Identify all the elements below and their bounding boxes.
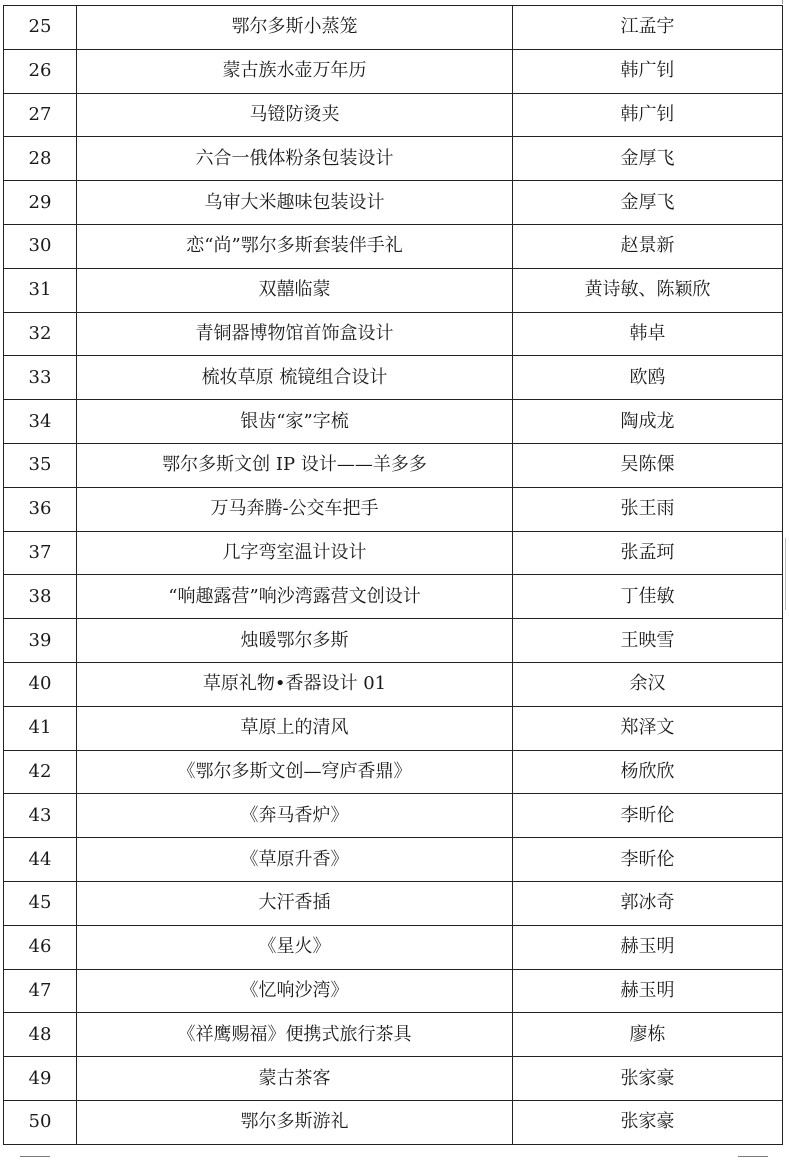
table-row (4, 487, 783, 531)
table-row (4, 706, 783, 750)
work-title: 《草原升香》 (77, 838, 513, 882)
table-row (4, 531, 783, 575)
page-corner-mark (738, 1156, 768, 1157)
author-name: 赫玉明 (513, 969, 783, 1013)
work-title: 《奔马香炉》 (77, 794, 513, 838)
row-number: 49 (4, 1057, 77, 1101)
row-number: 37 (4, 531, 77, 575)
table-row (4, 93, 783, 137)
author-name: 黄诗敏、陈颖欣 (513, 268, 783, 312)
row-number: 41 (4, 706, 77, 750)
author-name: 张家豪 (513, 1100, 783, 1144)
author-name: 李昕伦 (513, 838, 783, 882)
author-name: 韩广钊 (513, 93, 783, 137)
row-number: 46 (4, 925, 77, 969)
table-row (4, 6, 783, 50)
table-row (4, 1100, 783, 1144)
work-title: 马镫防烫夹 (77, 93, 513, 137)
table-row (4, 181, 783, 225)
row-number: 33 (4, 356, 77, 400)
author-name: 余汉 (513, 662, 783, 706)
author-name: 韩卓 (513, 312, 783, 356)
table-row (4, 224, 783, 268)
row-number: 45 (4, 881, 77, 925)
table-row (4, 619, 783, 663)
row-number: 48 (4, 1013, 77, 1057)
work-title: 鄂尔多斯文创 IP 设计——羊多多 (77, 443, 513, 487)
work-title: 银齿“家”字梳 (77, 400, 513, 444)
page-corner-mark (20, 1156, 50, 1157)
work-title: 梳妆草原 梳镜组合设计 (77, 356, 513, 400)
author-name: 王映雪 (513, 619, 783, 663)
row-number: 25 (4, 6, 77, 50)
row-number: 29 (4, 181, 77, 225)
page-edge-mark (736, 0, 783, 4)
row-number: 43 (4, 794, 77, 838)
author-name: 郑泽文 (513, 706, 783, 750)
work-title: 蒙古族水壶万年历 (77, 49, 513, 93)
work-title: 大汗香插 (77, 881, 513, 925)
work-title: 双囍临蒙 (77, 268, 513, 312)
table-row (4, 356, 783, 400)
row-number: 35 (4, 443, 77, 487)
table-row (4, 1013, 783, 1057)
author-name: 金厚飞 (513, 137, 783, 181)
work-title: 六合一俄体粉条包装设计 (77, 137, 513, 181)
work-title: 草原上的清风 (77, 706, 513, 750)
author-name: 廖栋 (513, 1013, 783, 1057)
author-name: 韩广钊 (513, 49, 783, 93)
table-row (4, 268, 783, 312)
row-number: 36 (4, 487, 77, 531)
work-title: 草原礼物•香器设计 01 (77, 662, 513, 706)
row-number: 32 (4, 312, 77, 356)
table-row (4, 925, 783, 969)
row-number: 30 (4, 224, 77, 268)
table-row (4, 1057, 783, 1101)
work-title: 《祥鹰赐福》便携式旅行茶具 (77, 1013, 513, 1057)
work-title: 鄂尔多斯游礼 (77, 1100, 513, 1144)
work-title: 恋“尚”鄂尔多斯套装伴手礼 (77, 224, 513, 268)
row-number: 47 (4, 969, 77, 1013)
table-row (4, 794, 783, 838)
table-row (4, 881, 783, 925)
row-number: 39 (4, 619, 77, 663)
table-row (4, 575, 783, 619)
table-row (4, 400, 783, 444)
author-name: 陶成龙 (513, 400, 783, 444)
author-name: 李昕伦 (513, 794, 783, 838)
works-table-body (4, 6, 783, 1145)
table-row (4, 838, 783, 882)
works-table (3, 5, 783, 1145)
work-title: 烛暖鄂尔多斯 (77, 619, 513, 663)
work-title: 《星火》 (77, 925, 513, 969)
table-row (4, 969, 783, 1013)
row-number: 44 (4, 838, 77, 882)
row-number: 40 (4, 662, 77, 706)
author-name: 赵景新 (513, 224, 783, 268)
author-name: 张王雨 (513, 487, 783, 531)
work-title: “响趣露营”响沙湾露营文创设计 (77, 575, 513, 619)
table-row (4, 443, 783, 487)
row-number: 31 (4, 268, 77, 312)
work-title: 青铜器博物馆首饰盒设计 (77, 312, 513, 356)
author-name: 杨欣欣 (513, 750, 783, 794)
author-name: 吴陈傈 (513, 443, 783, 487)
work-title: 蒙古茶客 (77, 1057, 513, 1101)
work-title: 万马奔腾-公交车把手 (77, 487, 513, 531)
author-name: 张孟珂 (513, 531, 783, 575)
row-number: 27 (4, 93, 77, 137)
author-name: 张家豪 (513, 1057, 783, 1101)
author-name: 金厚飞 (513, 181, 783, 225)
row-number: 42 (4, 750, 77, 794)
author-name: 欧鸥 (513, 356, 783, 400)
work-title: 《鄂尔多斯文创—穹庐香鼎》 (77, 750, 513, 794)
table-row (4, 662, 783, 706)
author-name: 赫玉明 (513, 925, 783, 969)
row-number: 34 (4, 400, 77, 444)
row-number: 50 (4, 1100, 77, 1144)
table-row (4, 137, 783, 181)
row-number: 26 (4, 49, 77, 93)
page-edge-mark (785, 538, 789, 610)
author-name: 丁佳敏 (513, 575, 783, 619)
row-number: 38 (4, 575, 77, 619)
work-title: 乌审大米趣味包装设计 (77, 181, 513, 225)
work-title: 几字弯室温计设计 (77, 531, 513, 575)
table-row (4, 49, 783, 93)
table-row (4, 312, 783, 356)
row-number: 28 (4, 137, 77, 181)
author-name: 郭冰奇 (513, 881, 783, 925)
work-title: 鄂尔多斯小蒸笼 (77, 6, 513, 50)
table-row (4, 750, 783, 794)
author-name: 江孟宇 (513, 6, 783, 50)
work-title: 《忆响沙湾》 (77, 969, 513, 1013)
